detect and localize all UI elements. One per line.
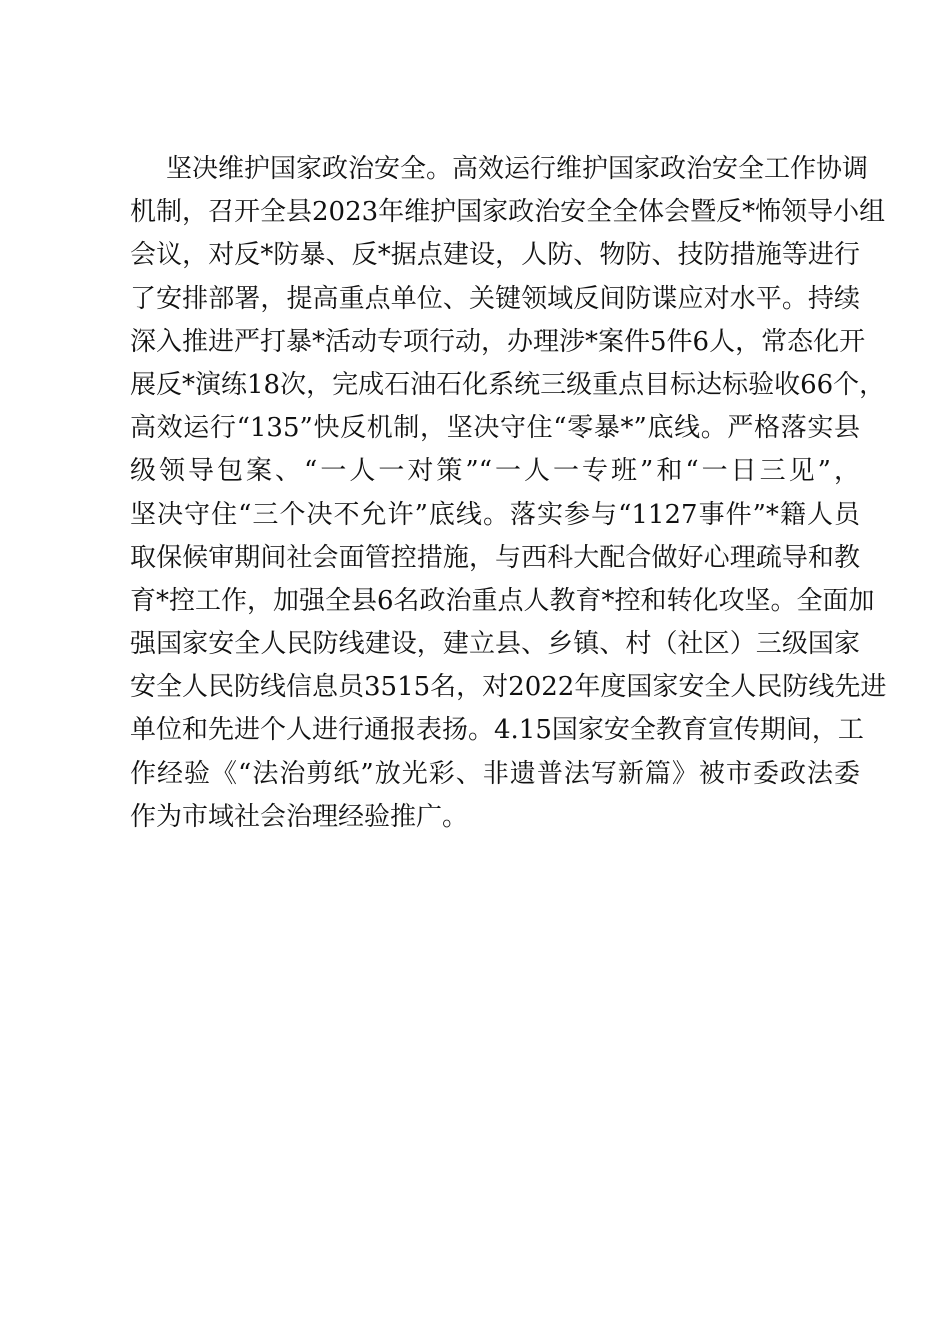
paragraph-line: 高效运行“135”快反机制，坚决守住“零暴*”底线。严格落实县 <box>130 413 860 444</box>
paragraph-line: 深入推进严打暴*活动专项行动，办理涉*案件5件6人，常态化开 <box>130 326 866 357</box>
paragraph-line: 机制，召开全县2023年维护国家政治安全全体会暨反*怖领导小组 <box>130 197 886 228</box>
paragraph-line: 取保候审期间社会面管控措施，与西科大配合做好心理疏导和教 <box>130 542 860 573</box>
paragraph-line: 强国家安全人民防线建设，建立县、乡镇、村（社区）三级国家 <box>130 629 860 660</box>
paragraph-line: 会议，对反*防暴、反*据点建设，人防、物防、技防措施等进行 <box>130 240 860 271</box>
body-paragraph <box>130 148 887 839</box>
paragraph-line: 了安排部署，提高重点单位、关键领域反间防谍应对水平。持续 <box>130 283 860 314</box>
paragraph-line: 坚决守住“三个决不允许”底线。落实参与“1127事件”*籍人员 <box>130 499 860 530</box>
paragraph-line: 坚决维护国家政治安全。高效运行维护国家政治安全工作协调 <box>166 154 869 184</box>
paragraph-line: 作经验《“法治剪纸”放光彩、非遗普法写新篇》被市委政法委 <box>130 758 860 789</box>
paragraph-line: 作为市域社会治理经验推广。 <box>130 801 469 832</box>
paragraph-line: 安全人民防线信息员3515名，对2022年度国家安全人民防线先进 <box>130 672 887 703</box>
paragraph-line: 单位和先进个人进行通报表扬。4.15国家安全教育宣传期间，工 <box>130 715 864 746</box>
paragraph-line: 育*控工作，加强全县6名政治重点人教育*控和转化攻坚。全面加 <box>130 585 875 616</box>
paragraph-line: 展反*演练18次，完成石油石化系统三级重点目标达标验收66个， <box>130 369 886 400</box>
paragraph-line: 级领导包案、“一人一对策”“一人一专班”和“一日三见”， <box>130 456 860 487</box>
